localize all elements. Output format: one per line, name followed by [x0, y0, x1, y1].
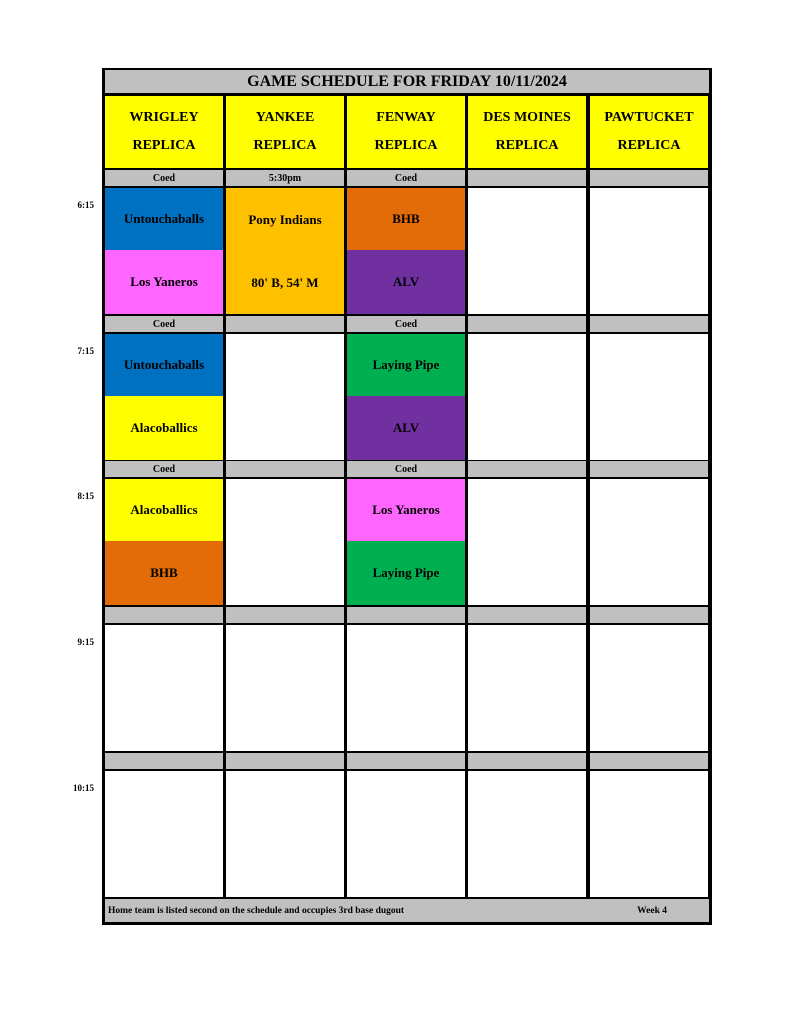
- slot-label: [105, 753, 223, 769]
- footer-bar: [105, 899, 709, 922]
- field-header: [590, 96, 708, 168]
- footer-note: Home team is listed second on the schedule and occupies 3rd base dugout: [108, 905, 405, 916]
- field-header: [226, 96, 344, 168]
- away-team: Alacoballics: [105, 479, 223, 541]
- slot-label: [226, 316, 344, 332]
- time-label: 7:15: [77, 346, 94, 356]
- schedule-grid: [102, 68, 712, 925]
- slot-label: [590, 461, 708, 477]
- empty-slot: [468, 625, 586, 751]
- empty-slot: [468, 479, 586, 605]
- field-subtitle: REPLICA: [495, 138, 559, 153]
- slot-label: [590, 607, 708, 623]
- game-cell: [226, 188, 344, 314]
- slot-label: Coed: [105, 461, 223, 477]
- field-name: WRIGLEY: [129, 110, 199, 125]
- away-team: Laying Pipe: [347, 334, 465, 396]
- slot-label: [226, 461, 344, 477]
- week-label: Week 4: [637, 905, 667, 916]
- slot-label: [347, 607, 465, 623]
- slot-label: Coed: [105, 170, 223, 186]
- slot-label: [468, 607, 586, 623]
- slot-label: [347, 753, 465, 769]
- field-name: FENWAY: [376, 110, 436, 125]
- team-name: Pony Indians: [248, 211, 322, 227]
- game-note: 80' B, 54' M: [251, 274, 319, 290]
- empty-slot: [226, 479, 344, 605]
- field-header: [105, 96, 223, 168]
- slot-label: 5:30pm: [226, 170, 344, 186]
- field-subtitle: REPLICA: [132, 138, 196, 153]
- home-team: BHB: [105, 541, 223, 605]
- home-team: Alacoballics: [105, 396, 223, 460]
- empty-slot: [105, 625, 223, 751]
- home-team: ALV: [347, 396, 465, 460]
- empty-slot: [347, 625, 465, 751]
- time-label: 9:15: [77, 637, 94, 647]
- away-team: Untouchaballs: [105, 334, 223, 396]
- slot-label: Coed: [347, 316, 465, 332]
- field-header: [468, 96, 586, 168]
- empty-slot: [590, 625, 708, 751]
- slot-label: [468, 170, 586, 186]
- field-subtitle: REPLICA: [374, 138, 438, 153]
- slot-label: [226, 607, 344, 623]
- away-team: Untouchaballs: [105, 188, 223, 250]
- slot-label: Coed: [347, 170, 465, 186]
- home-team: Laying Pipe: [347, 541, 465, 605]
- empty-slot: [226, 625, 344, 751]
- empty-slot: [105, 771, 223, 897]
- time-label: 6:15: [77, 200, 94, 210]
- time-label: 10:15: [73, 783, 94, 793]
- field-name: PAWTUCKET: [604, 110, 694, 125]
- time-label: 8:15: [77, 491, 94, 501]
- empty-slot: [468, 188, 586, 314]
- slot-label: [105, 607, 223, 623]
- slot-label: [590, 170, 708, 186]
- empty-slot: [590, 771, 708, 897]
- slot-label: [226, 753, 344, 769]
- empty-slot: [590, 188, 708, 314]
- field-header: [347, 96, 465, 168]
- home-team: Los Yaneros: [105, 250, 223, 314]
- empty-slot: [226, 771, 344, 897]
- empty-slot: [468, 771, 586, 897]
- slot-label: [590, 753, 708, 769]
- empty-slot: [468, 334, 586, 460]
- schedule-title: GAME SCHEDULE FOR FRIDAY 10/11/2024: [105, 70, 709, 93]
- field-name: YANKEE: [255, 110, 315, 125]
- slot-label: [590, 316, 708, 332]
- empty-slot: [347, 771, 465, 897]
- field-name: DES MOINES: [483, 110, 571, 125]
- away-team: Los Yaneros: [347, 479, 465, 541]
- empty-slot: [226, 334, 344, 460]
- away-team: BHB: [347, 188, 465, 250]
- field-subtitle: REPLICA: [617, 138, 681, 153]
- field-subtitle: REPLICA: [253, 138, 317, 153]
- slot-label: Coed: [347, 461, 465, 477]
- home-team: ALV: [347, 250, 465, 314]
- slot-label: Coed: [105, 316, 223, 332]
- empty-slot: [590, 479, 708, 605]
- slot-label: [468, 461, 586, 477]
- slot-label: [468, 316, 586, 332]
- slot-label: [468, 753, 586, 769]
- empty-slot: [590, 334, 708, 460]
